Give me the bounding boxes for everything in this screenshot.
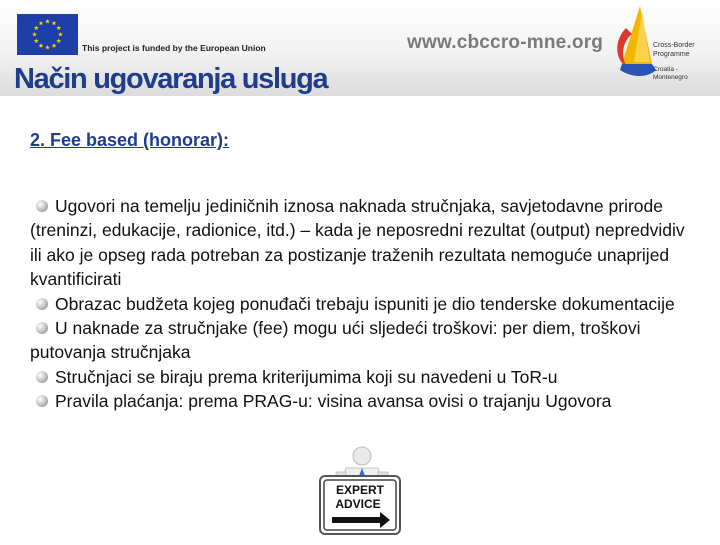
list-item-text: Ugovori na temelju jediničnih iznosa naknada stručnjaka, savjetodavne prirode (treninzi, edukacije, radionice, itd.) – kada je neposredni rezultat (output) nepredvidiv ili ako je opseg rada potreban za postizanje traženih rezultata nemoguće unaprijed kvantificirati [30, 196, 685, 290]
bullet-icon [36, 322, 48, 334]
eu-star-icon [45, 45, 50, 50]
bullet-icon [36, 395, 48, 407]
list-item [30, 365, 690, 389]
programme-logo [612, 4, 716, 86]
list-item-text: U naknade za stručnjake (fee) mogu ući sljedeći troškovi: per diem, troškovi putovanja stručnjaka [30, 318, 641, 363]
eu-star-icon [58, 32, 63, 37]
eu-star-icon [32, 32, 37, 37]
eu-star-icon [56, 25, 61, 30]
sign-text-advice: ADVICE [335, 497, 381, 511]
list-item-text: Stručnjaci se biraju prema kriterijumima koji su navedeni u ToR-u [55, 366, 558, 387]
bullet-icon [36, 200, 48, 212]
page-title: Način ugovaranja usluga [14, 63, 328, 95]
eu-star-icon [56, 38, 61, 43]
eu-star-icon [52, 43, 57, 48]
logo-text-countries: Croatia - Montenegro [653, 66, 688, 81]
eu-star-icon [39, 21, 44, 26]
eu-star-icon [34, 38, 39, 43]
logo-text-cross-border: Cross-Border [653, 42, 695, 49]
bullet-icon [36, 371, 48, 383]
list-item [30, 292, 690, 316]
list-item [30, 316, 690, 365]
list-item [30, 194, 690, 292]
sign-text-expert: EXPERT [335, 483, 385, 497]
expert-advice-sign-icon [310, 446, 410, 540]
eu-star-icon [45, 19, 50, 24]
list-item [30, 389, 690, 413]
eu-star-icon [52, 21, 57, 26]
eu-flag-icon [17, 14, 78, 55]
list-item-text: Pravila plaćanja: prema PRAG-u: visina avansa ovisi o trajanju Ugovora [55, 391, 612, 412]
expert-advice-illustration [310, 446, 410, 540]
bullet-icon [36, 298, 48, 310]
website-url: www.cbccro-mne.org [407, 32, 604, 53]
logo-text-programme: Programme [653, 51, 690, 58]
bullet-list [30, 194, 690, 414]
list-item-text: Obrazac budžeta kojeg ponuđači trebaju ispuniti je dio tenderske dokumentacije [55, 293, 675, 314]
section-subtitle: 2. Fee based (honorar): [30, 130, 230, 150]
funded-by-eu-text: This project is funded by the European Union [82, 43, 266, 53]
eu-star-icon [39, 43, 44, 48]
eu-star-icon [34, 25, 39, 30]
